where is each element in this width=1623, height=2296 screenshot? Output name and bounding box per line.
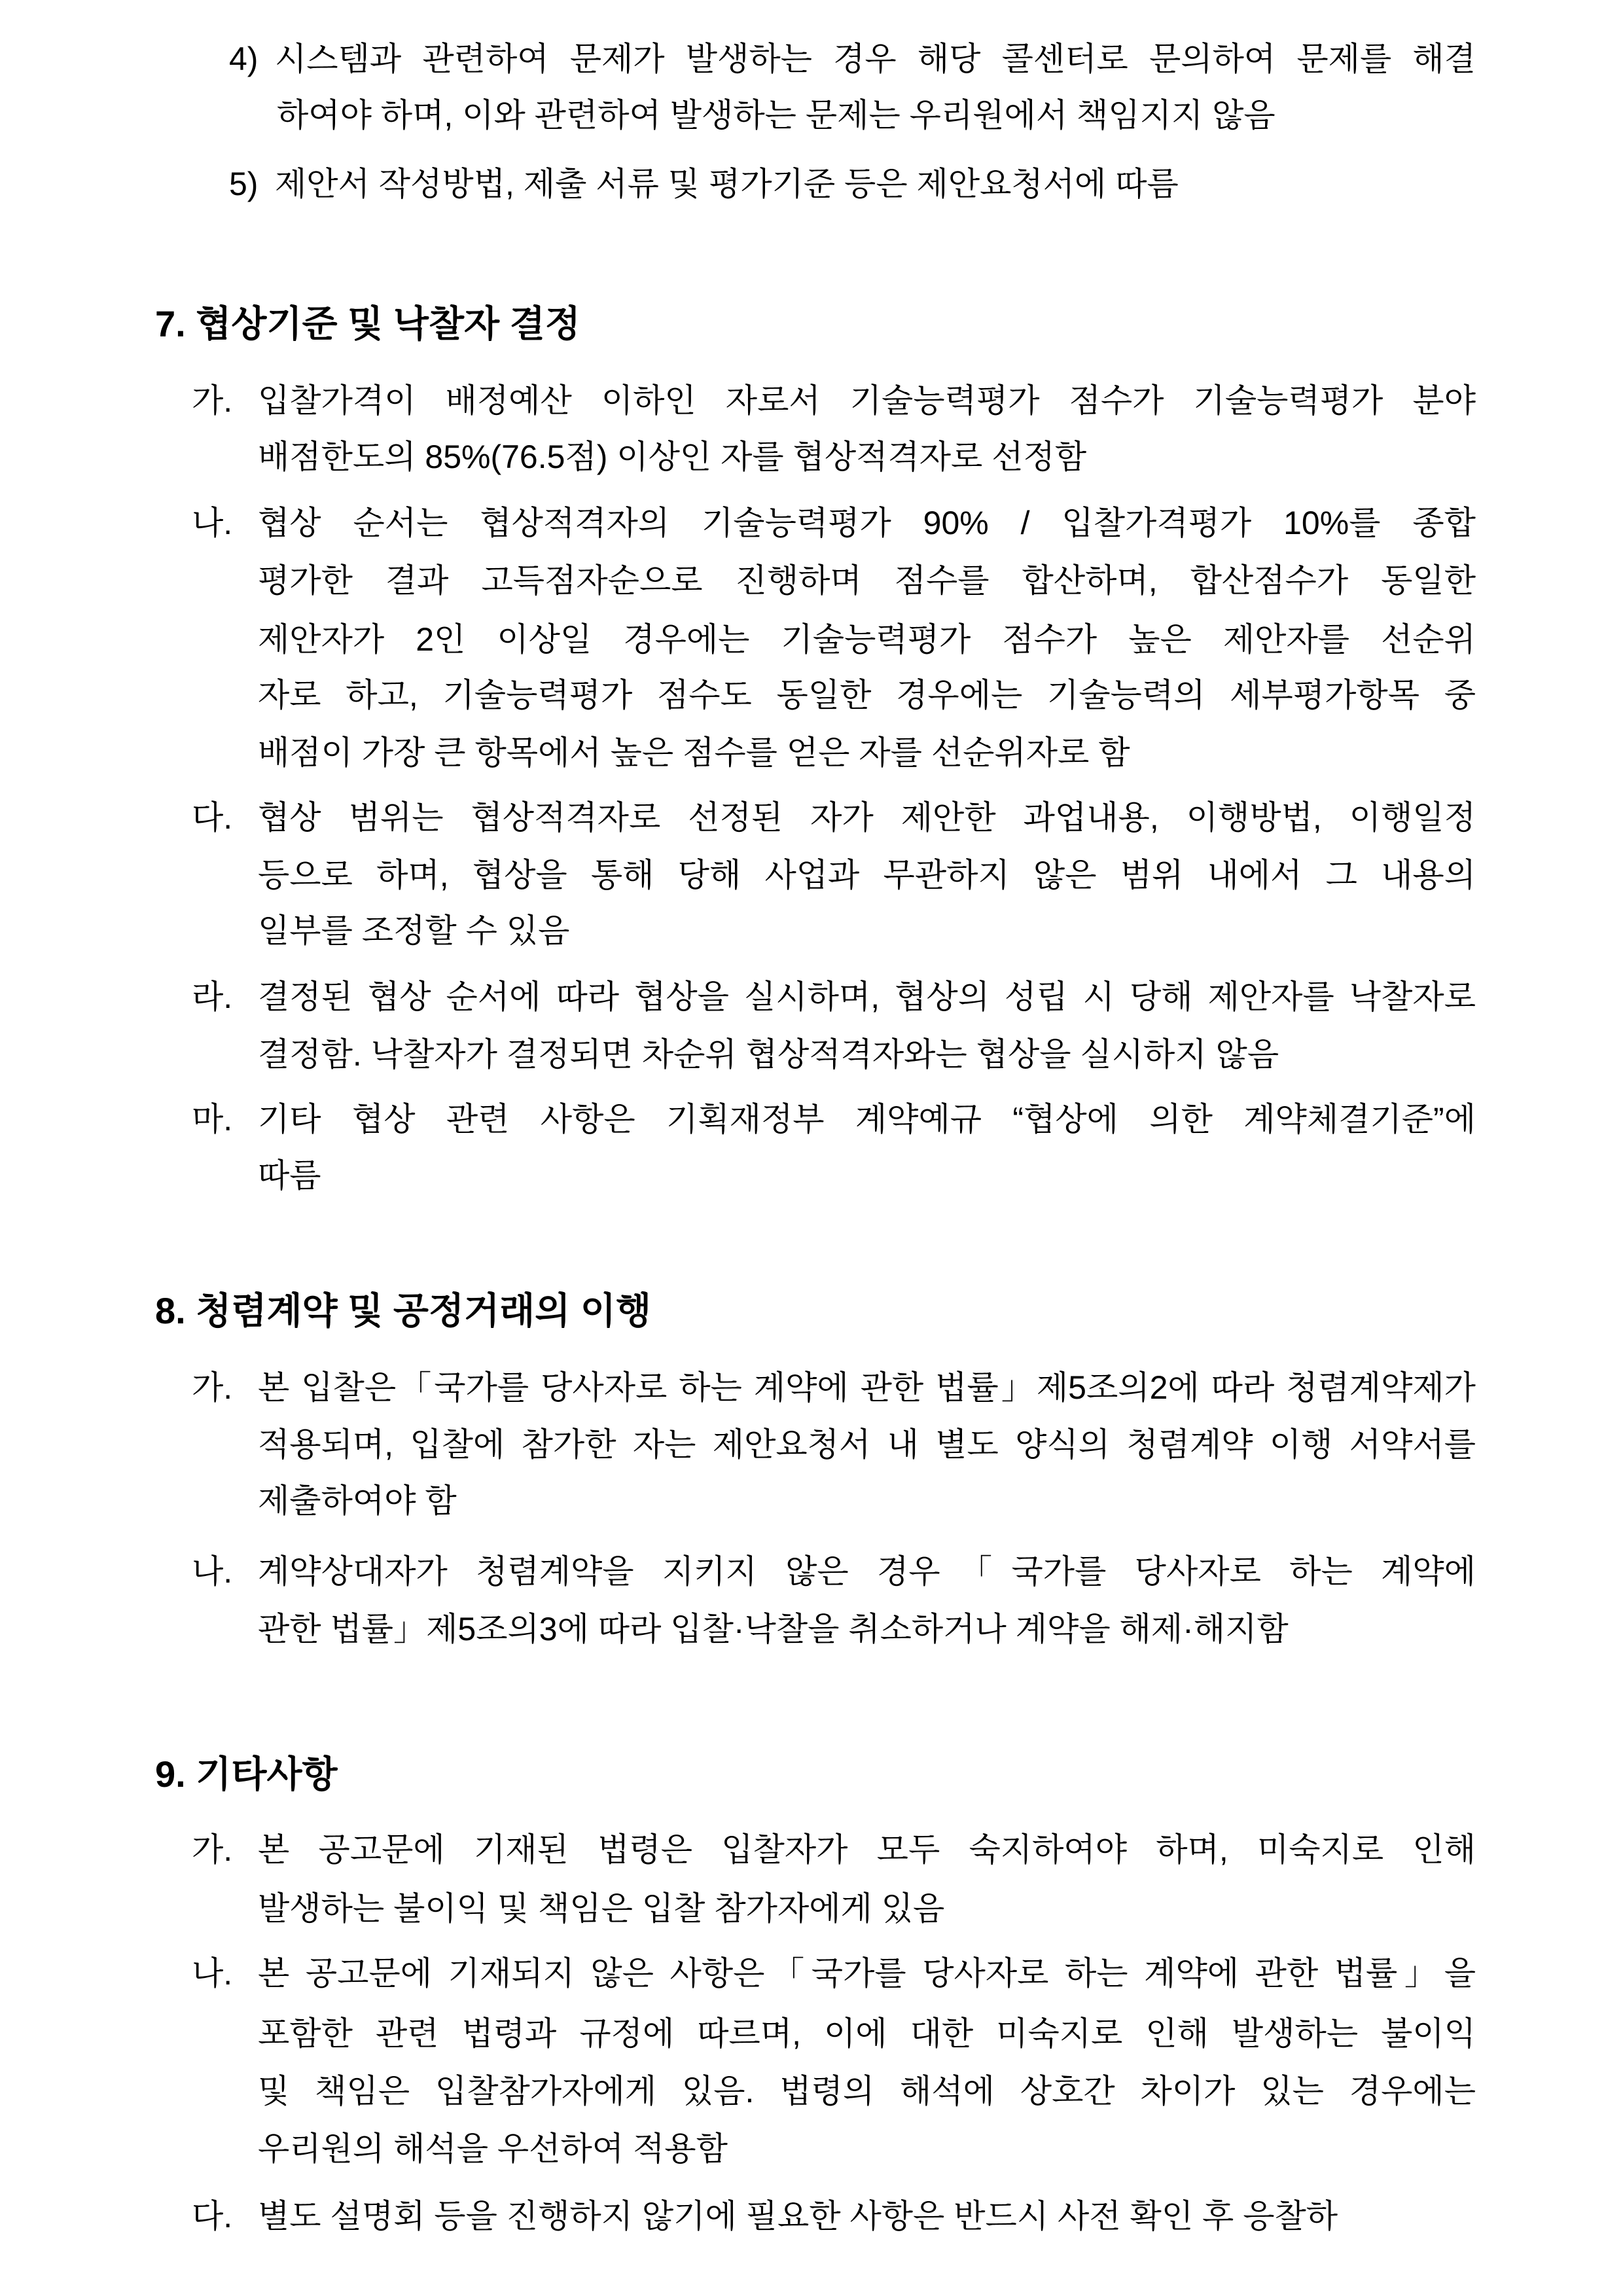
- paragraph-line: 및 책임은 입찰참가자에게 있음. 법령의 해석에 상호간 차이가 있는 경우에는: [258, 2073, 1476, 2109]
- paragraph-line: 제출하여야 함: [258, 1482, 457, 1519]
- paragraph-line: 자로 하고, 기술능력평가 점수도 동일한 경우에는 기술능력의 세부평가항목 중: [258, 677, 1476, 713]
- paragraph-line: 하여야 하며, 이와 관련하여 발생하는 문제는 우리원에서 책임지지 않음: [277, 97, 1275, 134]
- list-marker: 나.: [192, 505, 233, 541]
- paragraph-line: 협상 순서는 협상적격자의 기술능력평가 90% / 입찰가격평가 10%를 종합: [258, 505, 1476, 541]
- paragraph-line: 결정함. 낙찰자가 결정되면 차순위 협상적격자와는 협상을 실시하지 않음: [258, 1036, 1279, 1073]
- list-marker: 가.: [192, 382, 233, 419]
- section-heading: 9. 기타사항: [155, 1753, 338, 1795]
- paragraph-line: 별도 설명회 등을 진행하지 않기에 필요한 사항은 반드시 사전 확인 후 응찰하: [258, 2198, 1338, 2234]
- paragraph-line: 시스템과 관련하여 문제가 발생하는 경우 해당 콜센터로 문의하여 문제를 해결: [275, 41, 1476, 77]
- paragraph-line: 본 공고문에 기재되지 않은 사항은「국가를 당사자로 하는 계약에 관한 법률」을: [258, 1955, 1476, 1992]
- paragraph-line: 계약상대자가 청렴계약을 지키지 않은 경우「국가를 당사자로 하는 계약에: [258, 1553, 1476, 1590]
- list-marker: 가.: [192, 1369, 233, 1406]
- list-marker: 라.: [192, 978, 233, 1015]
- paragraph-line: 배점이 가장 큰 항목에서 높은 점수를 얻은 자를 선순위자로 함: [258, 734, 1130, 771]
- list-marker: 나.: [192, 1553, 233, 1590]
- paragraph-line: 관한 법률」제5조의3에 따라 입찰·낙찰을 취소하거나 계약을 해제·해지함: [258, 1611, 1289, 1647]
- paragraph-line: 본 입찰은「국가를 당사자로 하는 계약에 관한 법률」제5조의2에 따라 청렴계약제가: [258, 1369, 1476, 1406]
- paragraph-line: 포함한 관련 법령과 규정에 따르며, 이에 대한 미숙지로 인해 발생하는 불이익: [258, 2015, 1476, 2052]
- paragraph-line: 발생하는 불이익 및 책임은 입찰 참가자에게 있음: [258, 1890, 945, 1927]
- list-marker: 다.: [192, 799, 233, 836]
- section-heading: 8. 청렴계약 및 공정거래의 이행: [155, 1290, 652, 1331]
- paragraph-line: 입찰가격이 배정예산 이하인 자로서 기술능력평가 점수가 기술능력평가 분야: [258, 382, 1476, 419]
- paragraph-line: 평가한 결과 고득점자순으로 진행하며 점수를 합산하며, 합산점수가 동일한: [258, 562, 1476, 599]
- list-marker: 다.: [192, 2198, 233, 2234]
- list-marker: 5): [229, 166, 259, 202]
- paragraph-line: 일부를 조정할 수 있음: [258, 912, 570, 949]
- list-marker: 4): [229, 41, 259, 77]
- paragraph-line: 본 공고문에 기재된 법령은 입찰자가 모두 숙지하여야 하며, 미숙지로 인해: [258, 1831, 1476, 1868]
- paragraph-line: 결정된 협상 순서에 따라 협상을 실시하며, 협상의 성립 시 당해 제안자를 낙찰자로: [258, 978, 1476, 1015]
- paragraph-line: 적용되며, 입찰에 참가한 자는 제안요청서 내 별도 양식의 청렴계약 이행 서약서를: [258, 1426, 1476, 1463]
- list-marker: 나.: [192, 1955, 233, 1992]
- paragraph-line: 우리원의 해석을 우선하여 적용함: [258, 2130, 728, 2167]
- paragraph-line: 협상 범위는 협상적격자로 선정된 자가 제안한 과업내용, 이행방법, 이행일정: [258, 799, 1476, 836]
- section-heading: 7. 협상기준 및 낙찰자 결정: [155, 303, 580, 344]
- list-marker: 가.: [192, 1831, 233, 1868]
- paragraph-line: 기타 협상 관련 사항은 기획재정부 계약예규 “협상에 의한 계약체결기준”에: [258, 1101, 1476, 1138]
- paragraph-line: 제안자가 2인 이상일 경우에는 기술능력평가 점수가 높은 제안자를 선순위: [258, 621, 1476, 658]
- paragraph-line: 제안서 작성방법, 제출 서류 및 평가기준 등은 제안요청서에 따름: [275, 166, 1179, 202]
- paragraph-line: 따름: [258, 1157, 321, 1194]
- paragraph-line: 배점한도의 85%(76.5점) 이상인 자를 협상적격자로 선정함: [258, 439, 1087, 475]
- paragraph-line: 등으로 하며, 협상을 통해 당해 사업과 무관하지 않은 범위 내에서 그 내용의: [258, 857, 1476, 893]
- list-marker: 마.: [192, 1101, 233, 1138]
